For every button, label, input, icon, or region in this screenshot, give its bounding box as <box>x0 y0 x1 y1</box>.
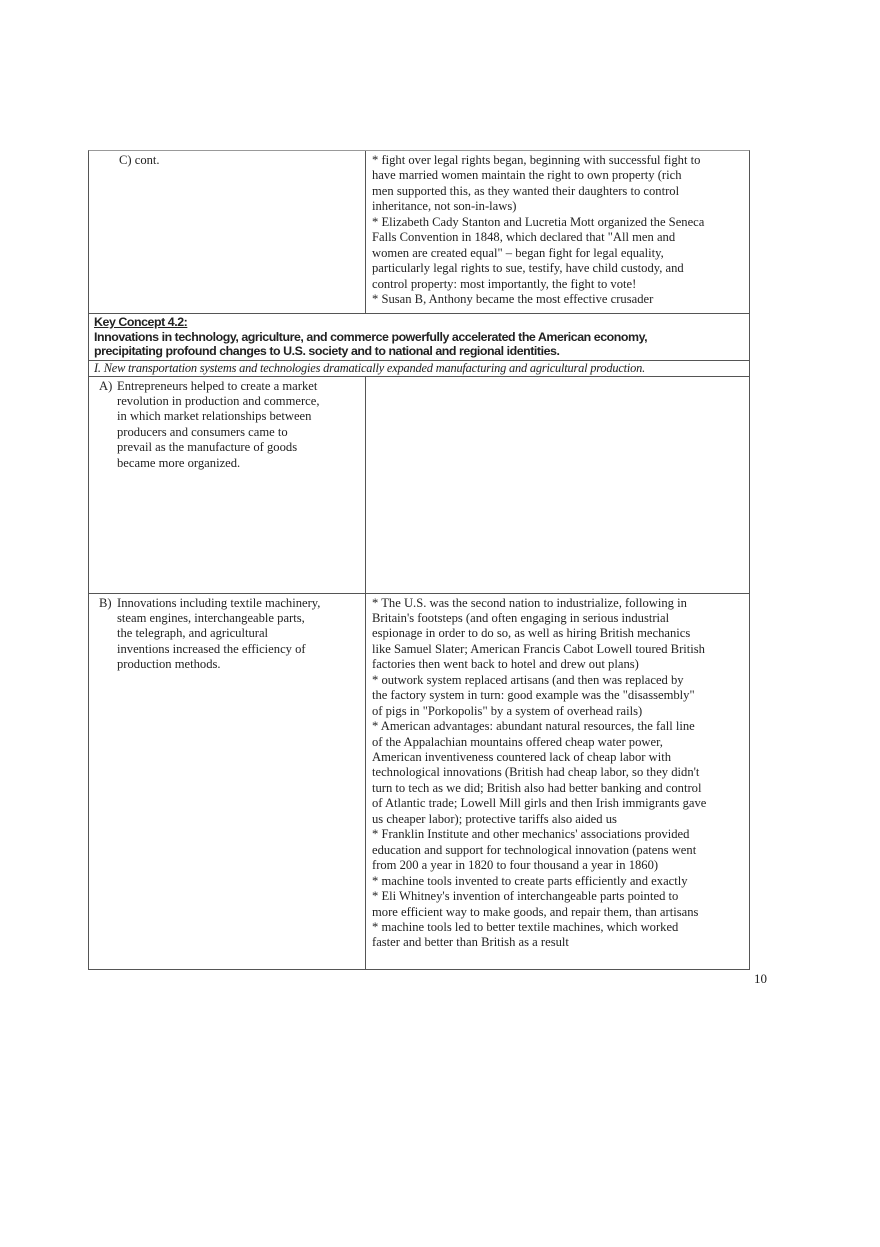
text-line: * outwork system replaced artisans (and then was replaced by <box>372 672 684 687</box>
item-marker: B) <box>99 595 112 610</box>
text-line: faster and better than British as a result <box>372 935 569 950</box>
text-line: education and support for technological innovation (patens went <box>372 842 697 857</box>
page-number: 10 <box>754 971 767 986</box>
text-line: Innovations including textile machinery, <box>117 595 321 610</box>
key-concept-line: precipitating profound changes to U.S. society and to national and regional identities. <box>94 344 560 358</box>
text-line: like Samuel Slater; American Francis Cabot Lowell toured British <box>372 641 705 656</box>
text-line: technological innovations (British had cheap labor, so they didn't <box>372 765 700 780</box>
text-line: control property: most importantly, the fight to vote! <box>372 276 637 291</box>
text-line: in which market relationships between <box>117 409 312 424</box>
section-heading: I. New transportation systems and technologies dramatically expanded manufacturing and agricultural production. <box>94 360 646 375</box>
text-line: the factory system in turn: good example was the "disassembly" <box>372 688 695 703</box>
row-c-cont <box>89 151 749 314</box>
text-line: * Franklin Institute and other mechanics' associations provided <box>372 827 690 842</box>
text-line: espionage in order to do so, as well as hiring British mechanics <box>372 626 691 641</box>
text-line: women are created equal" – began fight for legal equality, <box>372 245 664 260</box>
text-line: Falls Convention in 1848, which declared that "All men and <box>372 230 676 245</box>
key-concept-line: Innovations in technology, agriculture, and commerce powerfully accelerated the American economy, <box>94 329 648 344</box>
text-line: * The U.S. was the second nation to industrialize, following in <box>372 595 687 610</box>
notes-cell <box>366 151 749 313</box>
text-line: of Atlantic trade; Lowell Mill girls and then Irish immigrants gave <box>372 796 707 811</box>
text-line: turn to tech as we did; British also had better banking and control <box>372 780 702 795</box>
item-text <box>117 379 320 472</box>
key-concept-title: Key Concept 4.2: <box>94 315 188 329</box>
key-concept-row <box>89 314 749 361</box>
text-line: Entrepreneurs helped to create a market <box>117 378 318 393</box>
row-label-cell <box>89 377 366 593</box>
text-line: became more organized. <box>117 455 241 470</box>
text-line: revolution in production and commerce, <box>117 393 320 408</box>
text-line: * Elizabeth Cady Stanton and Lucretia Mott organized the Seneca <box>372 214 705 229</box>
text-line: of pigs in "Porkopolis" by a system of overhead rails) <box>372 703 643 718</box>
text-line: have married women maintain the right to own property (rich <box>372 168 682 183</box>
text-line: from 200 a year in 1820 to four thousand a year in 1860) <box>372 858 659 873</box>
row-label-cell <box>89 151 366 313</box>
text-line: * American advantages: abundant natural resources, the fall line <box>372 719 695 734</box>
item-marker: A) <box>99 378 113 393</box>
text-line: steam engines, interchangeable parts, <box>117 610 305 625</box>
notes-table <box>88 150 750 970</box>
text-line: of the Appalachian mountains offered cheap water power, <box>372 734 663 749</box>
row-label: C) cont. <box>119 153 160 167</box>
text-line: more efficient way to make goods, and repair them, than artisans <box>372 904 699 919</box>
text-line: * fight over legal rights began, beginning with successful fight to <box>372 153 701 167</box>
text-line: the telegraph, and agricultural <box>117 626 269 641</box>
text-line: inheritance, not son-in-laws) <box>372 199 517 214</box>
text-line: inventions increased the efficiency of <box>117 641 306 656</box>
text-line: American inventiveness countered lack of cheap labor with <box>372 750 671 765</box>
row-label-cell <box>89 594 366 969</box>
text-line: us cheaper labor); protective tariffs also aided us <box>372 811 617 826</box>
text-line: particularly legal rights to sue, testify, have child custody, and <box>372 261 684 276</box>
text-line: producers and consumers came to <box>117 424 288 439</box>
text-line: men supported this, as they wanted their daughters to control <box>372 183 680 198</box>
section-row <box>89 361 749 377</box>
text-line: * machine tools led to better textile machines, which worked <box>372 920 679 935</box>
text-line: * Eli Whitney's invention of interchangeable parts pointed to <box>372 889 679 904</box>
text-line: * machine tools invented to create parts efficiently and exactly <box>372 873 688 888</box>
text-line: production methods. <box>117 657 221 672</box>
row-b <box>89 594 749 969</box>
notes-cell-empty[interactable] <box>366 377 749 593</box>
item-text <box>117 596 320 673</box>
row-a <box>89 377 749 594</box>
text-line: Britain's footsteps (and often engaging in serious industrial <box>372 610 670 625</box>
text-line: * Susan B, Anthony became the most effective crusader <box>372 292 654 307</box>
text-line: factories then went back to hotel and drew out plans) <box>372 657 639 672</box>
text-line: prevail as the manufacture of goods <box>117 440 298 455</box>
notes-cell <box>366 594 749 969</box>
